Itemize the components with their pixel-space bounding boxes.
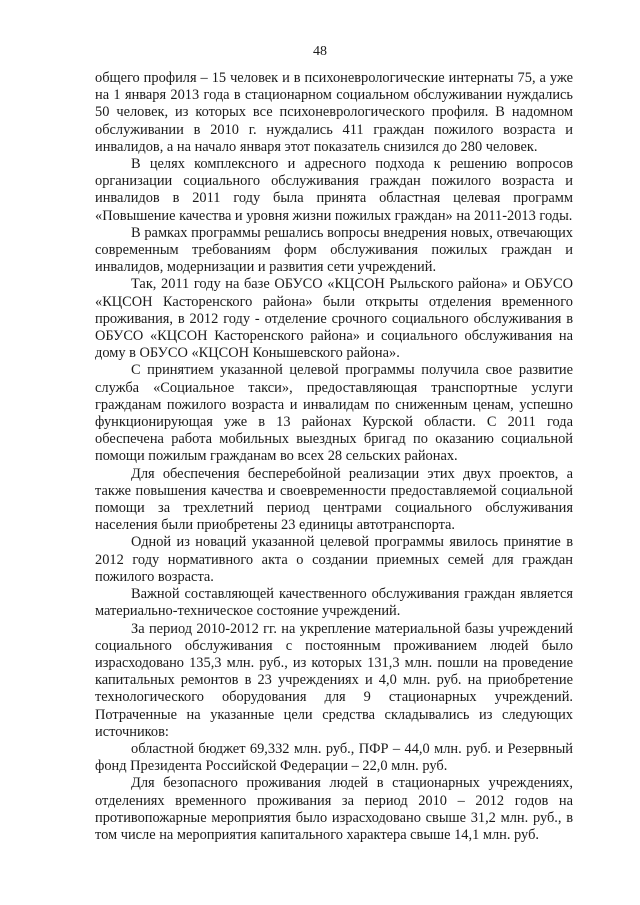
page-number: 48 bbox=[313, 44, 327, 59]
paragraph: Важной составляющей качественного обслуживания граждан является материально-техническое состояние учреждений. bbox=[95, 586, 573, 620]
paragraph: Для обеспечения бесперебойной реализации этих двух проектов, а также повышения качества и своевременности предоставляемой социальной помощи за трехлетний период центрами социального обслуживания населения были приобретены 23 единицы автотранспорта. bbox=[95, 465, 573, 534]
paragraph: В целях комплексного и адресного подхода к решению вопросов организации социального обслуживания граждан пожилого возраста и инвалидов в 2011 году была принята областная целевая программ «Повышение качества и уровня жизни пожилых граждан» на 2011-2013 годы. bbox=[95, 156, 573, 224]
paragraph: Одной из новаций указанной целевой программы явилось принятие в 2012 году нормативного акта о создании приемных семей для граждан пожилого возраста. bbox=[95, 534, 573, 585]
body-text bbox=[95, 70, 573, 844]
paragraph: Так, 2011 году на базе ОБУСО «КЦСОН Рыльского района» и ОБУСО «КЦСОН Касторенского района» были открыты отделения временного проживания, в 2012 году - отделение срочного социального обслуживания в ОБУСО «КЦСОН Касторенского района» и социального обслуживания на дому в ОБУСО «КЦСОН Конышевского района». bbox=[95, 276, 573, 362]
paragraph: Для безопасного проживания людей в стационарных учреждениях, отделениях временного проживания за период 2010 – 2012 годов на противопожарные мероприятия было израсходовано свыше 31,2 млн. руб., в том числе на мероприятия капитального характера свыше 14,1 млн. руб. bbox=[95, 775, 573, 843]
paragraph: За период 2010-2012 гг. на укрепление материальной базы учреждений социального обслуживания с постоянным проживанием людей было израсходовано 135,3 млн. руб., из которых 131,3 млн. пошли на проведение капитальных ремонтов в 23 учреждениях и 4,0 млн. руб. на приобретение технологического оборудования для 9 стационарных учреждений. Потраченные на указанные цели средства складывались из следующих источников: bbox=[95, 620, 573, 740]
paragraph: областной бюджет 69,332 млн. руб., ПФР – 44,0 млн. руб. и Резервный фонд Президента Российской Федерации – 22,0 млн. руб. bbox=[95, 740, 573, 775]
paragraph: В рамках программы решались вопросы внедрения новых, отвечающих современным требованиям форм обслуживания пожилых граждан и инвалидов, модернизации и развития сети учреждений. bbox=[95, 224, 573, 276]
paragraph: С принятием указанной целевой программы получила свое развитие служба «Социальное такси», предоставляющая транспортные услуги гражданам пожилого возраста и инвалидам по сниженным ценам, успешно функционирующая уже в 13 районах Курской области. С 2011 года обеспечена работа мобильных выездных бригад по оказанию социальной помощи пожилым гражданам во всех 28 сельских районах. bbox=[95, 362, 573, 465]
paragraph: общего профиля – 15 человек и в психоневрологические интернаты 75, а уже на 1 января 2013 года в стационарном социальном обслуживании нуждались 50 человек, из которых все психоневрологического профиля. В надомном обслуживании в 2010 г. нуждались 411 граждан пожилого возраста и инвалидов, а на начало января этот показатель снизился до 280 человек. bbox=[95, 70, 573, 155]
